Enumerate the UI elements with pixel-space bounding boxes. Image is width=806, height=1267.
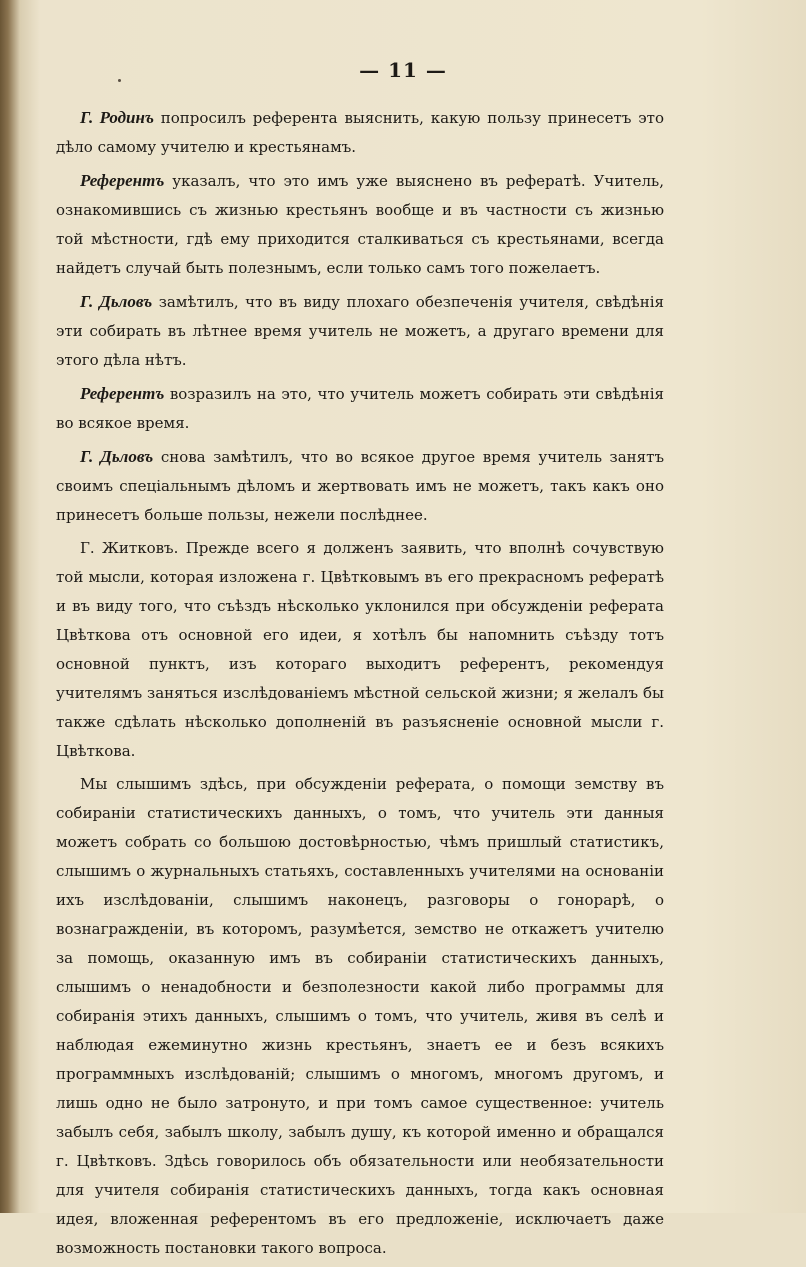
paragraph-text: Г. Житковъ. Прежде всего я долженъ заявить, что вполнѣ сочувствую той мысли, которая изложена г. Цвѣтковымъ въ его прекрасномъ рефератѣ и въ виду того, что съѣздъ нѣсколько уклонился при обсужденіи реферата Цвѣткова отъ основной его идеи, я хотѣлъ бы напомнить съѣзду тотъ основной пунктъ, изъ котораго выходитъ референтъ, рекомендуя учителямъ заняться изслѣдованіемъ мѣстной сельской жизни; я желалъ бы также сдѣлать нѣсколько дополненій въ разъясненіе основной мысли г. Цвѣткова. xyxy=(56,539,664,760)
paragraph xyxy=(56,770,664,1263)
speaker-name: Референтъ xyxy=(80,384,165,403)
paragraph xyxy=(56,379,664,438)
paragraph xyxy=(56,442,664,530)
paragraph-text: попросилъ референта выяснить, какую пользу принесетъ это дѣло самому учителю и крестьянамъ. xyxy=(56,109,664,156)
paragraph-text: Мы слышимъ здѣсь, при обсужденіи реферата, о помощи земству въ собираніи статистическихъ данныхъ, о томъ, что учитель эти данныя можетъ собрать со большою достовѣрностью, чѣмъ пришлый статистикъ, слышимъ о журнальныхъ статьяхъ, составленныхъ учителями на основаніи ихъ изслѣдованіи, слышимъ наконецъ, разговоры о гонорарѣ, о вознагражденіи, въ которомъ, разумѣется, земство не откажетъ учителю за помощь, оказанную имъ въ собираніи статистическихъ данныхъ, слышимъ о ненадобности и безполезности какой либо программы для собиранія этихъ данныхъ, слышимъ о томъ, что учитель, живя въ селѣ и наблюдая ежеминутно жизнь крестьянъ, знаетъ ее и безъ всякихъ программныхъ изслѣдованій; слышимъ о многомъ, многомъ другомъ, и лишь одно не было затронуто, и при томъ самое существенное: учитель забылъ себя, забылъ школу, забылъ душу, къ которой именно и обращался г. Цвѣтковъ. Здѣсь говорилось объ обязательности или необязательности для учителя собиранія статистическихъ данныхъ, тогда какъ основная идея, вложенная референтомъ въ его предложеніе, исключаетъ даже возможность постановки такого вопроса. xyxy=(56,775,664,1257)
paragraph xyxy=(56,166,664,283)
paragraph-text: указалъ, что это имъ уже выяснено въ рефератѣ. Учитель, ознакомившись съ жизнью крестьянъ вообще и въ частности съ жизнью той мѣстности, гдѣ ему приходится сталкиваться съ крестьянами, всегда найдетъ случай быть полезнымъ, если только самъ того пожелаетъ. xyxy=(56,172,664,277)
page-number: — 11 — xyxy=(359,58,447,82)
paragraph-text: возразилъ на это, что учитель можетъ собирать эти свѣдѣнія во всякое время. xyxy=(56,385,664,432)
speaker-name: Г. Дьловъ xyxy=(80,447,154,466)
speaker-name: Г. Дьловъ xyxy=(80,292,153,311)
paragraph-text: снова замѣтилъ, что во всякое другое время учитель занятъ своимъ спеціальнымъ дѣломъ и жертвовать имъ не можетъ, такъ какъ оно принесетъ больше пользы, нежели послѣднее. xyxy=(56,448,664,524)
paragraph xyxy=(56,287,664,375)
paragraph xyxy=(56,534,664,766)
page-body xyxy=(56,103,664,1267)
speaker-name: Г. Родинъ xyxy=(80,108,154,127)
paragraph xyxy=(56,103,664,162)
speaker-name: Референтъ xyxy=(80,171,165,190)
paragraph-text: замѣтилъ, что въ виду плохаго обезпеченія учителя, свѣдѣнія эти собирать въ лѣтнее время учитель не можетъ, а другаго времени для этого дѣла нѣтъ. xyxy=(56,293,664,369)
